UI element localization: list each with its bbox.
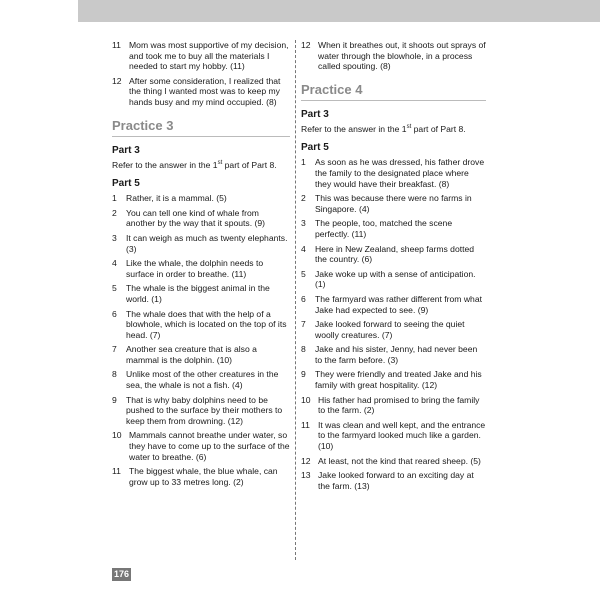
answer-item [301, 319, 486, 340]
item-text: Here in New Zealand, sheep farms dotted the country. (6) [315, 243, 475, 265]
item-number: 3 [112, 232, 117, 243]
answer-item [112, 208, 290, 229]
answer-item [301, 369, 486, 390]
answer-item [301, 244, 486, 265]
item-text: They were friendly and treated Jake and his family with great hospitality. (12) [315, 369, 482, 391]
item-text: As soon as he was dressed, his father drove the family to the designated place where they would have their breakfast. (8) [315, 157, 485, 189]
item-number: 11 [112, 466, 121, 477]
answer-item [301, 470, 486, 491]
item-number: 12 [112, 75, 122, 86]
answer-item [301, 456, 486, 467]
item-text: Another sea creature that is also a mammal is the dolphin. (10) [126, 344, 257, 365]
item-text: The people, too, matched the scene perfectly. (11) [315, 218, 453, 239]
answer-item [301, 395, 486, 416]
item-number: 8 [112, 369, 117, 380]
answer-item [301, 269, 486, 290]
item-text: Unlike most of the other creatures in the sea, the whale is not a fish. (4) [126, 369, 279, 391]
right-part5-heading: Part 5 [301, 142, 329, 154]
item-text: When it breathes out, it shoots out sprays of water through the blowhole, in a process called spouting. (8) [318, 40, 486, 72]
item-number: 4 [112, 258, 117, 269]
answer-item [112, 193, 290, 204]
answer-item [112, 283, 290, 304]
answer-item [112, 309, 290, 341]
item-number: 10 [112, 430, 122, 441]
right-column [301, 40, 486, 495]
answer-item [301, 157, 486, 189]
item-number: 3 [301, 218, 306, 229]
item-text: The biggest whale, the blue whale, can grow up to 33 metres long. (2) [129, 466, 278, 487]
answer-item [112, 466, 290, 487]
item-number: 13 [301, 470, 311, 481]
answer-item [301, 344, 486, 365]
answer-item [112, 76, 290, 108]
answer-item [301, 294, 486, 315]
item-text: It was clean and well kept, and the entrance to the farmyard looked much like a garden. (10) [318, 419, 486, 452]
item-number: 9 [112, 394, 117, 405]
item-number: 4 [301, 243, 306, 254]
answer-item [301, 40, 486, 72]
item-number: 11 [301, 419, 310, 430]
answer-item [301, 193, 486, 214]
item-text: After some consideration, I realized that the thing I wanted most was to keep my hands busy and my mind occupied. (8) [129, 75, 281, 107]
right-answer-list [301, 157, 486, 491]
item-text: The whale is the biggest animal in the world. (1) [126, 283, 270, 304]
item-number: 10 [301, 394, 311, 405]
answer-item [112, 395, 290, 427]
item-text: Jake woke up with a sense of anticipation. (1) [315, 268, 476, 290]
item-number: 12 [301, 40, 311, 50]
left-part5-heading: Part 5 [112, 178, 140, 190]
answer-item [301, 420, 486, 452]
left-part3-heading: Part 3 [112, 144, 140, 156]
item-number: 6 [301, 293, 306, 304]
left-part3-text: Refer to the answer in the 1st part of Part 8. [112, 159, 277, 170]
item-text: Jake and his sister, Jenny, had never been to the farm before. (3) [315, 344, 478, 365]
item-text: It can weigh as much as twenty elephants. (3) [126, 232, 288, 254]
answer-item [112, 233, 290, 254]
item-number: 1 [301, 157, 306, 168]
item-text: That is why baby dolphins need to be pushed to the surface by their mothers to keep them from drowning. (12) [126, 394, 283, 426]
page-number: 176 [113, 569, 130, 579]
item-text: Jake looked forward to seeing the quiet woolly creatures. (7) [315, 319, 465, 340]
item-text: At least, not the kind that reared sheep. (5) [318, 455, 481, 466]
right-part3-text: Refer to the answer in the 1st part of Part 8. [301, 123, 466, 134]
column-divider [295, 40, 296, 560]
answer-item [112, 369, 290, 390]
answer-item [112, 430, 290, 462]
answer-item [301, 218, 486, 239]
item-number: 5 [301, 268, 306, 279]
item-number: 2 [112, 207, 117, 218]
item-number: 1 [112, 193, 117, 204]
item-number: 2 [301, 193, 306, 204]
item-number: 6 [112, 308, 117, 319]
item-text: Rather, it is a mammal. (5) [126, 193, 227, 204]
item-number: 12 [301, 455, 311, 466]
practice-3-heading: Practice 3 [112, 118, 290, 137]
left-answer-list [112, 193, 290, 487]
left-lead-items [112, 40, 290, 108]
item-number: 5 [112, 283, 117, 294]
item-number: 7 [112, 344, 117, 355]
answer-item [112, 40, 290, 72]
item-text: Like the whale, the dolphin needs to surface in order to breathe. (11) [126, 258, 264, 279]
item-number: 7 [301, 319, 306, 330]
item-number: 11 [112, 40, 121, 50]
item-number: 8 [301, 344, 306, 355]
item-text: Mammals cannot breathe under water, so they have to come up to the surface of the water to breathe. (6) [129, 430, 290, 462]
right-part3-heading: Part 3 [301, 108, 329, 120]
practice-4-heading: Practice 4 [301, 82, 486, 101]
item-text: Jake looked forward to an exciting day at the farm. (13) [318, 470, 474, 491]
answer-item [112, 344, 290, 365]
item-text: The farmyard was rather different from what Jake had expected to see. (9) [315, 293, 483, 315]
answer-item [112, 258, 290, 279]
item-text: His father had promised to bring the family to the farm. (2) [318, 394, 480, 416]
item-number: 9 [301, 369, 306, 380]
left-column [112, 40, 290, 491]
right-lead-items [301, 40, 486, 72]
top-gray-bar [78, 0, 600, 22]
item-text: You can tell one kind of whale from another by the way that it spouts. (9) [126, 207, 266, 229]
item-text: Mom was most supportive of my decision, and took me to buy all the materials I needed to start my hobby. (11) [129, 40, 289, 72]
item-text: The whale does that with the help of a blowhole, which is located on the top of its head. (7) [126, 308, 287, 340]
item-text: This was because there were no farms in Singapore. (4) [315, 193, 472, 214]
